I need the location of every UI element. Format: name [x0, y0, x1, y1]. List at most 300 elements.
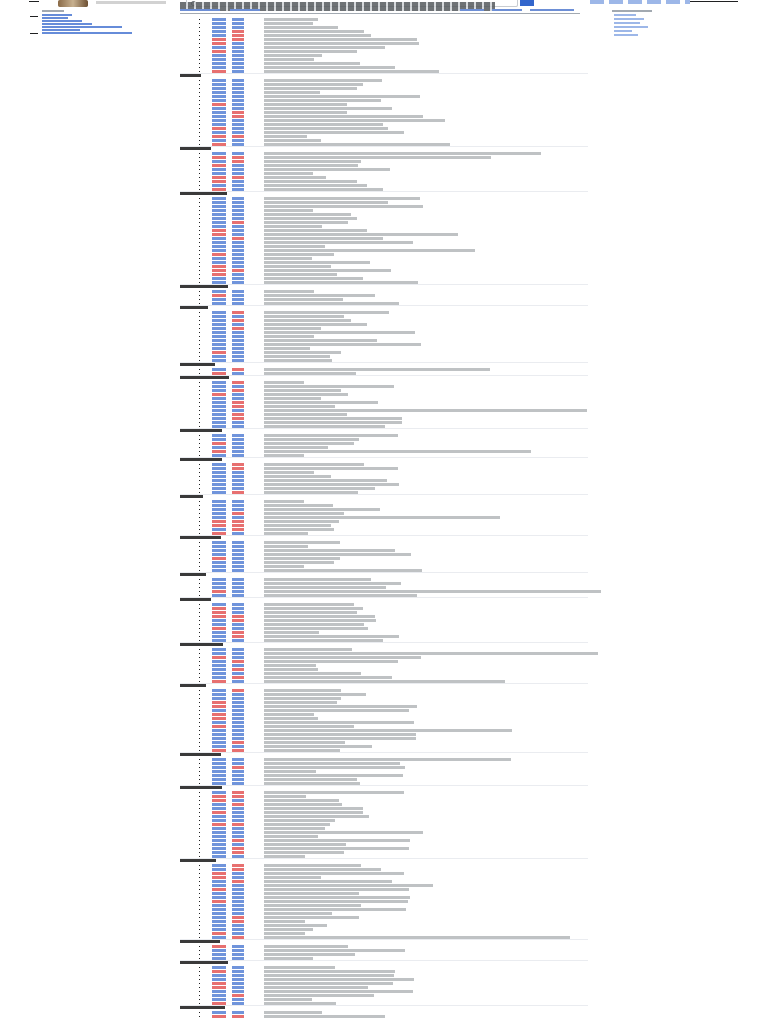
entry-link[interactable]	[212, 864, 226, 867]
entry-link[interactable]	[212, 87, 226, 90]
entry-link[interactable]	[232, 565, 244, 568]
entry-link[interactable]	[232, 152, 244, 155]
entry-link[interactable]	[212, 697, 226, 700]
entry-link[interactable]	[212, 269, 226, 272]
entry-link[interactable]	[232, 725, 244, 728]
entry-link[interactable]	[232, 1015, 244, 1018]
entry-link[interactable]	[212, 152, 226, 155]
entry-link[interactable]	[212, 111, 226, 114]
entry-link[interactable]	[232, 115, 244, 118]
entry-link[interactable]	[232, 541, 244, 544]
toc-item[interactable]	[42, 14, 72, 16]
entry-link[interactable]	[212, 508, 226, 511]
entry-link[interactable]	[212, 355, 226, 358]
entry-link[interactable]	[212, 385, 226, 388]
entry-link[interactable]	[212, 549, 226, 552]
entry-link[interactable]	[232, 421, 244, 424]
entry-link[interactable]	[212, 205, 226, 208]
entry-link[interactable]	[232, 368, 244, 371]
entry-link[interactable]	[212, 590, 226, 593]
tools-item[interactable]	[614, 26, 648, 28]
entry-link[interactable]	[232, 884, 244, 887]
entry-link[interactable]	[232, 945, 244, 948]
entry-link[interactable]	[232, 209, 244, 212]
entry-link[interactable]	[232, 327, 244, 330]
toc-item[interactable]	[42, 20, 82, 22]
entry-link[interactable]	[232, 22, 244, 25]
entry-link[interactable]	[212, 725, 226, 728]
entry-link[interactable]	[212, 966, 226, 969]
entry-link[interactable]	[232, 487, 244, 490]
entry-link[interactable]	[212, 180, 226, 183]
entry-link[interactable]	[232, 111, 244, 114]
entry-link[interactable]	[232, 762, 244, 765]
entry-link[interactable]	[232, 611, 244, 614]
entry-link[interactable]	[212, 737, 226, 740]
entry-link[interactable]	[212, 664, 226, 667]
entry-link[interactable]	[212, 709, 226, 712]
entry-link[interactable]	[232, 500, 244, 503]
entry-link[interactable]	[212, 652, 226, 655]
entry-link[interactable]	[232, 745, 244, 748]
entry-link[interactable]	[212, 693, 226, 696]
entry-link[interactable]	[212, 401, 226, 404]
entry-link[interactable]	[212, 168, 226, 171]
entry-link[interactable]	[232, 213, 244, 216]
entry-link[interactable]	[212, 970, 226, 973]
entry-link[interactable]	[232, 778, 244, 781]
entry-link[interactable]	[212, 417, 226, 420]
entry-link[interactable]	[232, 277, 244, 280]
entry-link[interactable]	[212, 928, 226, 931]
entry-link[interactable]	[212, 974, 226, 977]
entry-link[interactable]	[232, 843, 244, 846]
entry-link[interactable]	[232, 409, 244, 412]
entry-link[interactable]	[232, 265, 244, 268]
entry-link[interactable]	[232, 582, 244, 585]
entry-link[interactable]	[232, 590, 244, 593]
entry-link[interactable]	[212, 438, 226, 441]
entry-link[interactable]	[232, 713, 244, 716]
entry-link[interactable]	[212, 896, 226, 899]
entry-link[interactable]	[232, 413, 244, 416]
entry-link[interactable]	[232, 990, 244, 993]
entry-link[interactable]	[212, 34, 226, 37]
entry-link[interactable]	[232, 479, 244, 482]
entry-link[interactable]	[212, 245, 226, 248]
entry-link[interactable]	[212, 442, 226, 445]
entry-link[interactable]	[232, 949, 244, 952]
entry-link[interactable]	[212, 648, 226, 651]
entry-link[interactable]	[232, 876, 244, 879]
entry-link[interactable]	[232, 664, 244, 667]
entry-link[interactable]	[232, 998, 244, 1001]
entry-link[interactable]	[232, 245, 244, 248]
entry-link[interactable]	[232, 966, 244, 969]
entry-link[interactable]	[212, 504, 226, 507]
entry-link[interactable]	[212, 241, 226, 244]
entry-link[interactable]	[232, 393, 244, 396]
entry-link[interactable]	[232, 442, 244, 445]
entry-link[interactable]	[232, 119, 244, 122]
entry-link[interactable]	[232, 290, 244, 293]
entry-link[interactable]	[232, 660, 244, 663]
entry-link[interactable]	[212, 994, 226, 997]
entry-link[interactable]	[232, 888, 244, 891]
entry-link[interactable]	[232, 475, 244, 478]
tools-item[interactable]	[614, 34, 638, 36]
entry-link[interactable]	[212, 315, 226, 318]
entry-link[interactable]	[232, 331, 244, 334]
entry-link[interactable]	[212, 311, 226, 314]
entry-link[interactable]	[232, 463, 244, 466]
entry-link[interactable]	[232, 253, 244, 256]
entry-link[interactable]	[212, 335, 226, 338]
entry-link[interactable]	[232, 103, 244, 106]
entry-link[interactable]	[232, 807, 244, 810]
entry-link[interactable]	[232, 578, 244, 581]
entry-link[interactable]	[212, 131, 226, 134]
entry-link[interactable]	[212, 582, 226, 585]
entry-link[interactable]	[212, 561, 226, 564]
entry-link[interactable]	[212, 421, 226, 424]
entry-link[interactable]	[212, 79, 226, 82]
entry-link[interactable]	[232, 298, 244, 301]
entry-link[interactable]	[212, 924, 226, 927]
entry-link[interactable]	[212, 823, 226, 826]
entry-link[interactable]	[212, 127, 226, 130]
entry-link[interactable]	[212, 553, 226, 556]
entry-link[interactable]	[232, 508, 244, 511]
entry-link[interactable]	[212, 487, 226, 490]
entry-link[interactable]	[212, 656, 226, 659]
entry-link[interactable]	[212, 381, 226, 384]
entry-link[interactable]	[232, 405, 244, 408]
entry-link[interactable]	[232, 58, 244, 61]
entry-link[interactable]	[212, 839, 226, 842]
entry-link[interactable]	[212, 762, 226, 765]
entry-link[interactable]	[212, 249, 226, 252]
entry-link[interactable]	[232, 709, 244, 712]
entry-link[interactable]	[212, 261, 226, 264]
entry-link[interactable]	[232, 446, 244, 449]
entry-link[interactable]	[212, 339, 226, 342]
toc-item[interactable]	[42, 29, 80, 31]
entry-link[interactable]	[212, 389, 226, 392]
entry-link[interactable]	[212, 524, 226, 527]
entry-link[interactable]	[212, 627, 226, 630]
entry-link[interactable]	[232, 705, 244, 708]
entry-link[interactable]	[212, 294, 226, 297]
entry-link[interactable]	[232, 1011, 244, 1014]
entry-link[interactable]	[212, 115, 226, 118]
entry-link[interactable]	[232, 335, 244, 338]
entry-link[interactable]	[232, 839, 244, 842]
entry-link[interactable]	[212, 611, 226, 614]
entry-link[interactable]	[212, 450, 226, 453]
entry-link[interactable]	[212, 807, 226, 810]
entry-link[interactable]	[212, 290, 226, 293]
entry-link[interactable]	[232, 623, 244, 626]
entry-link[interactable]	[212, 900, 226, 903]
entry-link[interactable]	[212, 327, 226, 330]
entry-link[interactable]	[232, 160, 244, 163]
entry-link[interactable]	[232, 717, 244, 720]
entry-link[interactable]	[212, 257, 226, 260]
entry-link[interactable]	[212, 912, 226, 915]
entry-link[interactable]	[212, 221, 226, 224]
entry-link[interactable]	[232, 38, 244, 41]
entry-link[interactable]	[232, 18, 244, 21]
entry-link[interactable]	[232, 434, 244, 437]
entry-link[interactable]	[232, 880, 244, 883]
entry-link[interactable]	[212, 668, 226, 671]
entry-link[interactable]	[232, 741, 244, 744]
entry-link[interactable]	[232, 847, 244, 850]
entry-link[interactable]	[212, 475, 226, 478]
entry-link[interactable]	[212, 717, 226, 720]
entry-link[interactable]	[232, 315, 244, 318]
entry-link[interactable]	[232, 123, 244, 126]
entry-link[interactable]	[232, 803, 244, 806]
entry-link[interactable]	[212, 888, 226, 891]
entry-link[interactable]	[212, 831, 226, 834]
entry-link[interactable]	[232, 557, 244, 560]
entry-link[interactable]	[232, 697, 244, 700]
entry-link[interactable]	[212, 1015, 226, 1018]
entry-link[interactable]	[232, 54, 244, 57]
entry-link[interactable]	[212, 197, 226, 200]
entry-link[interactable]	[232, 851, 244, 854]
entry-link[interactable]	[232, 467, 244, 470]
entry-link[interactable]	[232, 339, 244, 342]
entry-link[interactable]	[232, 924, 244, 927]
tools-item[interactable]	[614, 22, 640, 24]
tab-history[interactable]	[530, 9, 574, 11]
entry-link[interactable]	[212, 945, 226, 948]
entry-link[interactable]	[212, 953, 226, 956]
site-wordmark[interactable]	[96, 1, 166, 4]
entry-link[interactable]	[232, 701, 244, 704]
entry-link[interactable]	[232, 791, 244, 794]
entry-link[interactable]	[232, 131, 244, 134]
entry-link[interactable]	[232, 87, 244, 90]
entry-link[interactable]	[212, 237, 226, 240]
entry-link[interactable]	[212, 920, 226, 923]
entry-link[interactable]	[232, 397, 244, 400]
toc-toggle-icon[interactable]	[30, 33, 38, 34]
entry-link[interactable]	[212, 273, 226, 276]
entry-link[interactable]	[212, 774, 226, 777]
entry-link[interactable]	[212, 351, 226, 354]
entry-link[interactable]	[232, 896, 244, 899]
entry-link[interactable]	[232, 385, 244, 388]
entry-link[interactable]	[232, 471, 244, 474]
entry-link[interactable]	[232, 79, 244, 82]
entry-link[interactable]	[212, 520, 226, 523]
entry-link[interactable]	[232, 619, 244, 622]
entry-link[interactable]	[212, 209, 226, 212]
entry-link[interactable]	[232, 672, 244, 675]
entry-link[interactable]	[232, 815, 244, 818]
entry-link[interactable]	[212, 135, 226, 138]
entry-link[interactable]	[212, 107, 226, 110]
entry-link[interactable]	[212, 46, 226, 49]
entry-link[interactable]	[212, 26, 226, 29]
entry-link[interactable]	[232, 241, 244, 244]
entry-link[interactable]	[212, 615, 226, 618]
entry-link[interactable]	[232, 83, 244, 86]
entry-link[interactable]	[212, 265, 226, 268]
entry-link[interactable]	[212, 811, 226, 814]
entry-link[interactable]	[212, 815, 226, 818]
entry-link[interactable]	[212, 225, 226, 228]
entry-link[interactable]	[212, 660, 226, 663]
entry-link[interactable]	[212, 982, 226, 985]
entry-link[interactable]	[232, 237, 244, 240]
entry-link[interactable]	[212, 990, 226, 993]
entry-link[interactable]	[232, 648, 244, 651]
entry-link[interactable]	[232, 635, 244, 638]
menu-icon[interactable]	[29, 1, 39, 2]
entry-link[interactable]	[232, 872, 244, 875]
entry-link[interactable]	[212, 770, 226, 773]
entry-link[interactable]	[212, 393, 226, 396]
entry-link[interactable]	[212, 50, 226, 53]
entry-link[interactable]	[232, 201, 244, 204]
entry-link[interactable]	[232, 221, 244, 224]
entry-link[interactable]	[212, 835, 226, 838]
entry-link[interactable]	[232, 62, 244, 65]
entry-link[interactable]	[212, 623, 226, 626]
entry-link[interactable]	[232, 355, 244, 358]
entry-link[interactable]	[232, 528, 244, 531]
entry-link[interactable]	[232, 904, 244, 907]
entry-link[interactable]	[212, 721, 226, 724]
entry-link[interactable]	[232, 986, 244, 989]
entry-link[interactable]	[212, 827, 226, 830]
entry-link[interactable]	[232, 737, 244, 740]
entry-link[interactable]	[232, 127, 244, 130]
entry-link[interactable]	[212, 213, 226, 216]
entry-link[interactable]	[232, 516, 244, 519]
entry-link[interactable]	[212, 66, 226, 69]
entry-link[interactable]	[212, 413, 226, 416]
entry-link[interactable]	[212, 949, 226, 952]
entry-link[interactable]	[212, 978, 226, 981]
entry-link[interactable]	[232, 615, 244, 618]
entry-link[interactable]	[232, 766, 244, 769]
entry-link[interactable]	[212, 998, 226, 1001]
entry-link[interactable]	[232, 970, 244, 973]
entry-link[interactable]	[232, 34, 244, 37]
entry-link[interactable]	[232, 99, 244, 102]
entry-link[interactable]	[232, 770, 244, 773]
entry-link[interactable]	[212, 758, 226, 761]
entry-link[interactable]	[212, 986, 226, 989]
tools-item[interactable]	[614, 30, 632, 32]
entry-link[interactable]	[212, 803, 226, 806]
entry-link[interactable]	[212, 95, 226, 98]
entry-link[interactable]	[232, 401, 244, 404]
entry-link[interactable]	[212, 819, 226, 822]
entry-link[interactable]	[212, 916, 226, 919]
entry-link[interactable]	[232, 50, 244, 53]
toc-item[interactable]	[42, 32, 132, 34]
entry-link[interactable]	[212, 18, 226, 21]
wiki-logo[interactable]	[58, 0, 88, 7]
entry-link[interactable]	[212, 603, 226, 606]
entry-link[interactable]	[232, 627, 244, 630]
entry-link[interactable]	[212, 745, 226, 748]
entry-link[interactable]	[212, 932, 226, 935]
entry-link[interactable]	[232, 928, 244, 931]
entry-link[interactable]	[232, 549, 244, 552]
entry-link[interactable]	[232, 381, 244, 384]
entry-link[interactable]	[212, 528, 226, 531]
entry-link[interactable]	[212, 676, 226, 679]
entry-link[interactable]	[212, 343, 226, 346]
entry-link[interactable]	[212, 22, 226, 25]
entry-link[interactable]	[212, 38, 226, 41]
entry-link[interactable]	[232, 512, 244, 515]
entry-link[interactable]	[212, 766, 226, 769]
entry-link[interactable]	[232, 351, 244, 354]
entry-link[interactable]	[232, 273, 244, 276]
tab-talk[interactable]	[230, 9, 260, 11]
entry-link[interactable]	[212, 323, 226, 326]
entry-link[interactable]	[232, 982, 244, 985]
entry-link[interactable]	[212, 512, 226, 515]
entry-link[interactable]	[212, 908, 226, 911]
entry-link[interactable]	[232, 932, 244, 935]
entry-link[interactable]	[212, 892, 226, 895]
entry-link[interactable]	[232, 323, 244, 326]
entry-link[interactable]	[232, 652, 244, 655]
entry-link[interactable]	[232, 676, 244, 679]
entry-link[interactable]	[232, 733, 244, 736]
entry-link[interactable]	[232, 107, 244, 110]
entry-link[interactable]	[212, 741, 226, 744]
entry-link[interactable]	[232, 389, 244, 392]
entry-link[interactable]	[232, 180, 244, 183]
entry-link[interactable]	[232, 953, 244, 956]
entry-link[interactable]	[232, 524, 244, 527]
entry-link[interactable]	[212, 119, 226, 122]
entry-link[interactable]	[232, 799, 244, 802]
entry-link[interactable]	[232, 912, 244, 915]
entry-link[interactable]	[232, 229, 244, 232]
entry-link[interactable]	[212, 446, 226, 449]
entry-link[interactable]	[232, 311, 244, 314]
entry-link[interactable]	[232, 689, 244, 692]
entry-link[interactable]	[232, 135, 244, 138]
entry-link[interactable]	[232, 26, 244, 29]
entry-link[interactable]	[232, 66, 244, 69]
entry-link[interactable]	[212, 868, 226, 871]
entry-link[interactable]	[232, 504, 244, 507]
entry-link[interactable]	[212, 397, 226, 400]
entry-link[interactable]	[212, 217, 226, 220]
entry-link[interactable]	[212, 160, 226, 163]
entry-link[interactable]	[212, 103, 226, 106]
entry-link[interactable]	[212, 516, 226, 519]
entry-link[interactable]	[232, 811, 244, 814]
entry-link[interactable]	[212, 689, 226, 692]
entry-link[interactable]	[232, 483, 244, 486]
entry-link[interactable]	[232, 95, 244, 98]
entry-link[interactable]	[212, 500, 226, 503]
